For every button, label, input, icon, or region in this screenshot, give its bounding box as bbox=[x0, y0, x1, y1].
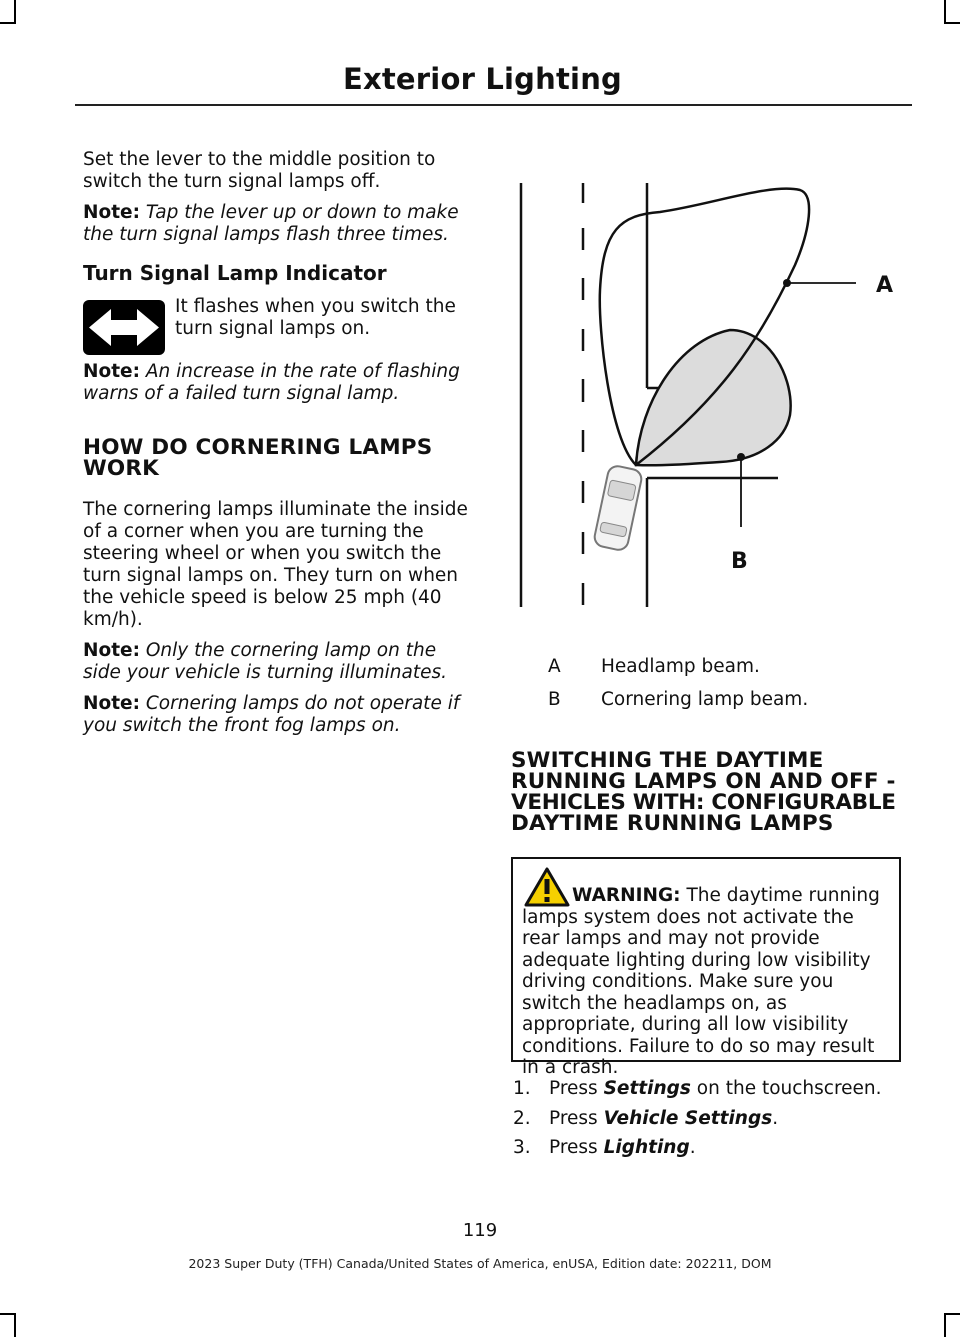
cornering-lamps-heading: HOW DO CORNERING LAMPS WORK bbox=[83, 435, 433, 481]
indicator-block bbox=[83, 298, 478, 358]
cornering-lamps-body: The cornering lamps illuminate the inside of a corner when you are turning the steering wheel or when you switch the turn signal lamps on. They turn on when the vehicle speed is below 25 mph (40 km/h). bbox=[83, 499, 468, 630]
note-text: An increase in the rate of flashing warns of a failed turn signal lamp. bbox=[83, 361, 460, 404]
step-number: 1. bbox=[513, 1078, 531, 1099]
crop-mark-top-left bbox=[0, 22, 16, 24]
heading-line: RUNNING LAMPS ON AND OFF - bbox=[511, 769, 896, 794]
callout-a-label: A bbox=[876, 273, 894, 298]
step-suffix: on the touchscreen. bbox=[690, 1078, 882, 1099]
indicator-description: It flashes when you switch the turn signal lamps on. bbox=[175, 296, 456, 339]
note-label: Note: bbox=[83, 640, 140, 661]
ui-term-vehicle-settings: Vehicle Settings bbox=[603, 1108, 773, 1129]
note-text: Only the cornering lamp on the side your vehicle is turning illuminates. bbox=[83, 640, 448, 683]
step-suffix: . bbox=[689, 1137, 696, 1158]
note-fog-lamps bbox=[83, 693, 478, 737]
heading-line: DAYTIME RUNNING LAMPS bbox=[511, 811, 834, 836]
note-label: Note: bbox=[83, 361, 140, 382]
crop-mark-top-left bbox=[14, 0, 16, 24]
page-header-title: Exterior Lighting bbox=[342, 62, 622, 96]
note-tap-lever bbox=[83, 202, 478, 246]
callout-a-dot bbox=[783, 279, 791, 287]
note-label: Note: bbox=[83, 693, 140, 714]
ui-term-settings: Settings bbox=[603, 1078, 691, 1099]
warning-label: WARNING: bbox=[572, 885, 681, 906]
note-label: Note: bbox=[83, 202, 140, 223]
step-prefix: Press bbox=[549, 1108, 604, 1129]
turn-signal-indicator-icon bbox=[83, 300, 165, 355]
edition-line: 2023 Super Duty (TFH) Canada/United States of America, enUSA, Edition date: 202211, DOM bbox=[188, 1256, 772, 1271]
step-text bbox=[549, 1137, 696, 1158]
callout-b-label: B bbox=[731, 549, 748, 574]
step-prefix: Press bbox=[549, 1137, 604, 1158]
step-number: 3. bbox=[513, 1137, 531, 1158]
legend-text: Cornering lamp beam. bbox=[601, 689, 809, 710]
cornering-lamp-diagram bbox=[510, 170, 910, 615]
warning-box bbox=[511, 857, 901, 1078]
header-rule bbox=[75, 104, 912, 106]
crop-mark-top-right bbox=[944, 22, 960, 24]
heading-line: SWITCHING THE DAYTIME bbox=[511, 748, 824, 773]
step-prefix: Press bbox=[549, 1078, 604, 1099]
legend-text: Headlamp beam. bbox=[601, 656, 760, 677]
step-text bbox=[549, 1108, 778, 1129]
crop-mark-bottom-right bbox=[944, 1313, 946, 1337]
step-number: 2. bbox=[513, 1108, 531, 1129]
crop-mark-bottom-left bbox=[14, 1313, 16, 1337]
legend-key: B bbox=[548, 689, 561, 710]
turn-signal-indicator-heading: Turn Signal Lamp Indicator bbox=[83, 261, 387, 285]
note-flash-rate bbox=[83, 361, 478, 405]
vehicle bbox=[593, 464, 643, 551]
note-text: Tap the lever up or down to make the turn signal lamps flash three times. bbox=[83, 202, 459, 245]
note-cornering-side bbox=[83, 640, 478, 684]
warning-text: The daytime running lamps system does not activate the rear lamps and may not provide adequate lighting during low visibility driving conditions. Make sure you switch the headlamps on, as appropriate, during all low visibility conditions. Failure to do so may result in a crash. bbox=[522, 885, 880, 1078]
callout-b-dot bbox=[737, 453, 745, 461]
warning-triangle-icon bbox=[524, 867, 570, 907]
heading-line: VEHICLES WITH: CONFIGURABLE bbox=[511, 790, 896, 815]
crop-mark-bottom-left bbox=[0, 1313, 16, 1315]
left-column bbox=[83, 149, 478, 737]
drl-section-heading bbox=[511, 750, 911, 834]
crop-mark-bottom-right bbox=[944, 1313, 960, 1315]
ui-term-lighting: Lighting bbox=[603, 1137, 690, 1158]
crop-mark-top-right bbox=[944, 0, 946, 24]
step-suffix: . bbox=[772, 1108, 779, 1129]
page-number: 119 bbox=[462, 1220, 498, 1241]
note-text: Cornering lamps do not operate if you switch the front fog lamps on. bbox=[83, 693, 460, 736]
step-text bbox=[549, 1078, 882, 1099]
legend-key: A bbox=[548, 656, 561, 677]
intro-paragraph: Set the lever to the middle position to switch the turn signal lamps off. bbox=[83, 149, 436, 192]
